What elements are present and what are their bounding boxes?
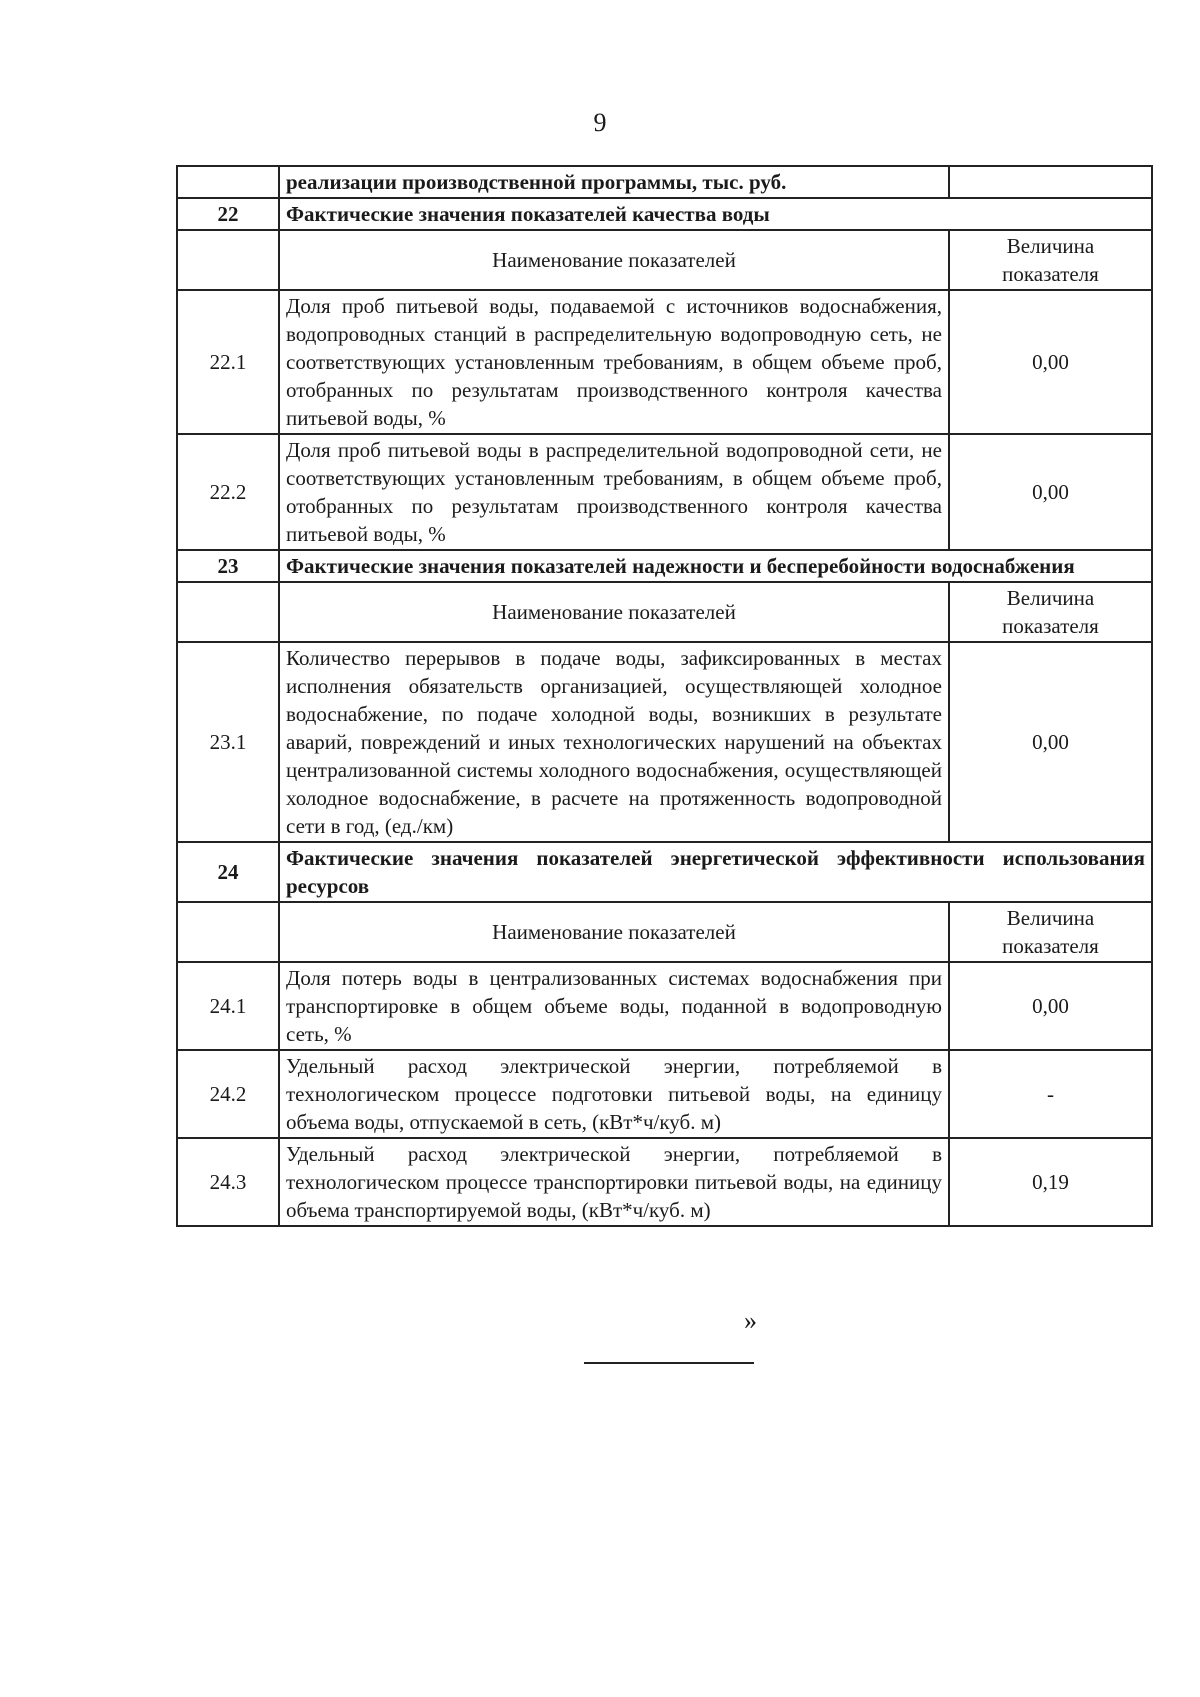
row-text: Количество перерывов в подаче воды, зафиксированных в местах исполнения обязательств организацией, осуществляющей холодное водоснабжение, по подаче холодной воды, возникших в результате аварий, повреждений и иных технологических нарушений на объектах централизованной системы холодного водоснабжения, осуществляющей холодное водоснабжение, в расчете на протяженность водопроводной сети в год, (ед./км): [279, 642, 949, 842]
row-number: 24.3: [177, 1138, 279, 1226]
row-value: -: [949, 1050, 1152, 1138]
table-row-continuation: [177, 166, 1152, 198]
indicators-table: [176, 165, 1153, 1227]
row-number: 23.1: [177, 642, 279, 842]
row-text: Доля потерь воды в централизованных системах водоснабжения при транспортировке в общем объеме воды, поданной в водопроводную сеть, %: [279, 962, 949, 1050]
section-title-row: [177, 550, 1152, 582]
row-value: 0,00: [949, 434, 1152, 550]
row-text: Удельный расход электрической энергии, потребляемой в технологическом процессе подготовки питьевой воды, на единицу объема воды, отпускаемой в сеть, (кВт*ч/куб. м): [279, 1050, 949, 1138]
header-value: Величина показателя: [949, 582, 1152, 642]
header-blank: [177, 230, 279, 290]
row-value: 0,00: [949, 962, 1152, 1050]
header-blank: [177, 582, 279, 642]
section-number: 24: [177, 842, 279, 902]
section-title-row: [177, 842, 1152, 902]
row-text: Удельный расход электрической энергии, потребляемой в технологическом процессе транспортировки питьевой воды, на единицу объема транспортируемой воды, (кВт*ч/куб. м): [279, 1138, 949, 1226]
header-value: Величина показателя: [949, 902, 1152, 962]
row-value: 0,19: [949, 1138, 1152, 1226]
header-value: Величина показателя: [949, 230, 1152, 290]
row-number: 24.2: [177, 1050, 279, 1138]
row-text: реализации производственной программы, тыс. руб.: [279, 166, 949, 198]
section-number: 22: [177, 198, 279, 230]
header-name: Наименование показателей: [279, 230, 949, 290]
header-blank: [177, 902, 279, 962]
table-row: [177, 962, 1152, 1050]
column-header-row: [177, 230, 1152, 290]
page-number: 9: [593, 108, 607, 137]
header-name: Наименование показателей: [279, 582, 949, 642]
row-number: [177, 166, 279, 198]
column-header-row: [177, 902, 1152, 962]
table-row: [177, 1138, 1152, 1226]
table-row: [177, 1050, 1152, 1138]
row-value: 0,00: [949, 642, 1152, 842]
header-name: Наименование показателей: [279, 902, 949, 962]
row-value: [949, 166, 1152, 198]
section-title: Фактические значения показателей качества воды: [279, 198, 1152, 230]
end-divider: [584, 1362, 754, 1364]
table-row: [177, 434, 1152, 550]
row-number: 24.1: [177, 962, 279, 1050]
closing-quote: »: [744, 1306, 757, 1335]
table-row: [177, 290, 1152, 434]
section-title: Фактические значения показателей энергетической эффективности использования ресурсов: [279, 842, 1152, 902]
column-header-row: [177, 582, 1152, 642]
section-number: 23: [177, 550, 279, 582]
section-title-row: [177, 198, 1152, 230]
row-value: 0,00: [949, 290, 1152, 434]
row-number: 22.2: [177, 434, 279, 550]
row-text: Доля проб питьевой воды, подаваемой с источников водоснабжения, водопроводных станций в распределительную водопроводную сеть, не соответствующих установленным требованиям, в общем объеме проб, отобранных по результатам производственного контроля качества питьевой воды, %: [279, 290, 949, 434]
row-text: Доля проб питьевой воды в распределительной водопроводной сети, не соответствующих установленным требованиям, в общем объеме проб, отобранных по результатам производственного контроля качества питьевой воды, %: [279, 434, 949, 550]
table-row: [177, 642, 1152, 842]
section-title: Фактические значения показателей надежности и бесперебойности водоснабжения: [279, 550, 1152, 582]
row-number: 22.1: [177, 290, 279, 434]
